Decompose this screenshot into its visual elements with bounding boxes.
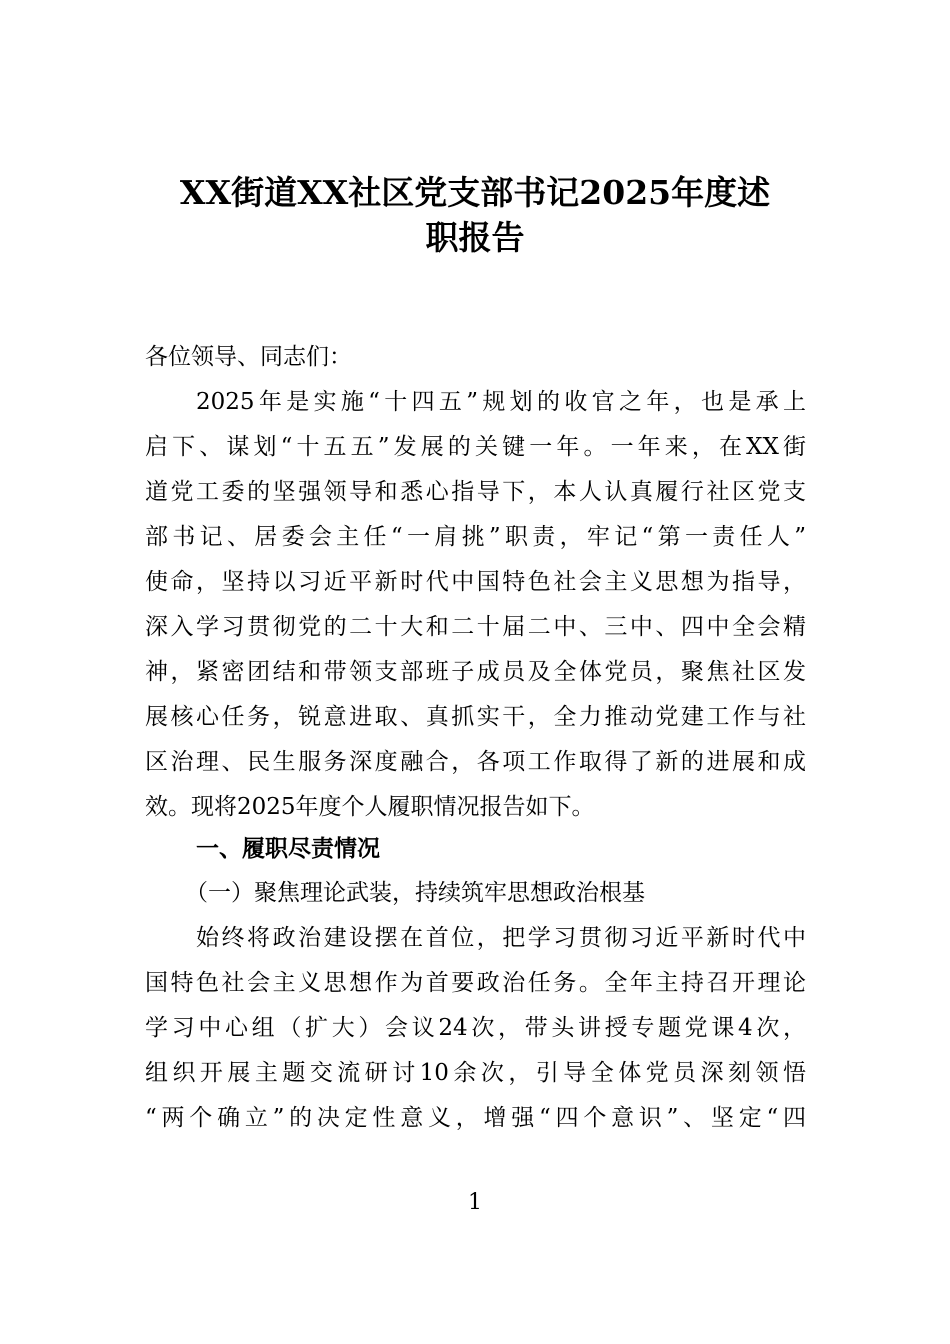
paragraph-line: 组织开展主题交流研讨10余次，引导全体党员深刻领悟 — [145, 1060, 806, 1086]
paragraph-line: 深入学习贯彻党的二十大和二十届二中、三中、四中全会精 — [145, 614, 806, 640]
paragraph-line: 道党工委的坚强领导和悉心指导下，本人认真履行社区党支 — [145, 479, 806, 505]
paragraph-line: “两个确立”的决定性意义，增强“四个意识”、坚定“四 — [145, 1105, 806, 1131]
paragraph-line: 国特色社会主义思想作为首要政治任务。全年主持召开理论 — [145, 970, 806, 996]
document-title-line-1: XX街道XX社区党支部书记2025年度述 — [179, 173, 771, 212]
paragraph-line: 启下、谋划“十五五”发展的关键一年。一年来，在XX街 — [145, 434, 806, 460]
subsection-heading: （一）聚焦理论武装，持续筑牢思想政治根基 — [185, 880, 645, 906]
page-number: 1 — [468, 1190, 482, 1215]
paragraph-line: 效。现将2025年度个人履职情况报告如下。 — [145, 794, 595, 820]
section-heading: 一、履职尽责情况 — [196, 835, 380, 862]
paragraph-line: 2025年是实施“十四五”规划的收官之年，也是承上 — [196, 389, 806, 415]
paragraph-line: 始终将政治建设摆在首位，把学习贯彻习近平新时代中 — [196, 925, 806, 951]
paragraph-line: 区治理、民生服务深度融合，各项工作取得了新的进展和成 — [145, 749, 806, 775]
document-title-line-2: 职报告 — [425, 218, 525, 257]
paragraph-line: 部书记、居委会主任“一肩挑”职责，牢记“第一责任人” — [145, 524, 806, 550]
paragraph-line: 使命，坚持以习近平新时代中国特色社会主义思想为指导， — [145, 569, 806, 595]
paragraph-line: 展核心任务，锐意进取、真抓实干，全力推动党建工作与社 — [145, 704, 806, 730]
paragraph-line: 学习中心组（扩大）会议24次，带头讲授专题党课4次， — [145, 1015, 806, 1041]
paragraph-line: 神，紧密团结和带领支部班子成员及全体党员，聚焦社区发 — [145, 659, 806, 685]
greeting: 各位领导、同志们： — [145, 344, 352, 370]
